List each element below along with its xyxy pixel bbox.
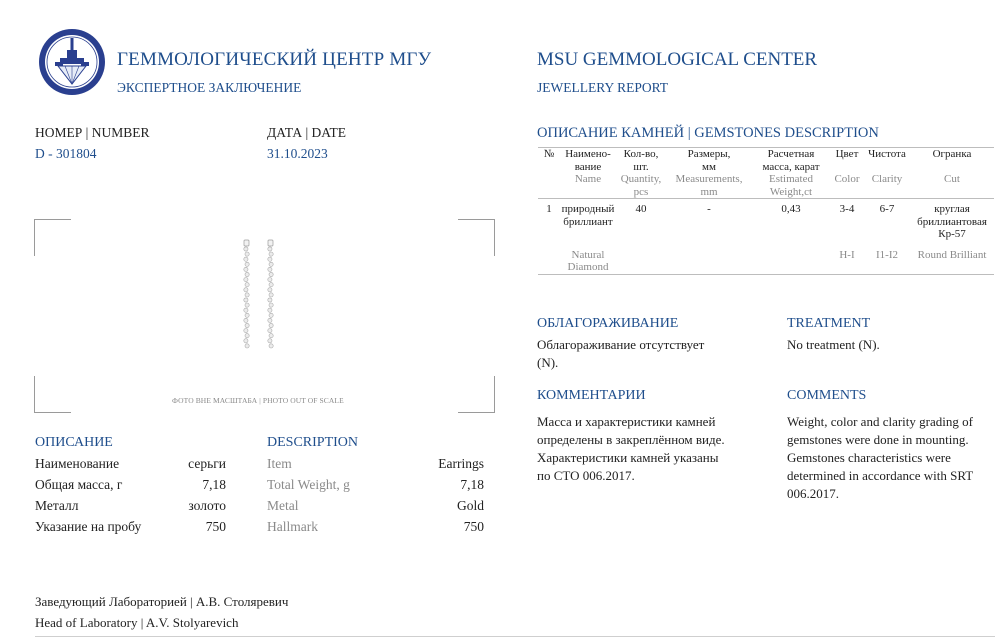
photo-caption: ФОТО ВНЕ МАСШТАБА | PHOTO OUT OF SCALE (172, 396, 344, 405)
date-label: ДАТА | DATE (267, 125, 347, 140)
earring-stone (245, 283, 249, 287)
desc-en-label: Hallmark (267, 519, 318, 534)
earring-stone (268, 339, 272, 343)
desc-ru-label: Наименование (35, 456, 120, 471)
gems-cell: 40 (635, 203, 647, 215)
frame-corner-bottom-right (458, 376, 495, 413)
title-en: MSU GEMMOLOGICAL CENTER (537, 49, 818, 70)
gems-cell: 6-7 (879, 203, 895, 215)
treatment-title-en: TREATMENT (787, 316, 871, 331)
desc-ru-value: 750 (205, 519, 226, 534)
earring-stone (244, 318, 248, 322)
gems-cell (666, 241, 752, 275)
earring-stone (269, 293, 273, 297)
desc-en-label: Total Weight, g (267, 477, 350, 492)
gems-cell: 3-4 (839, 203, 855, 215)
gems-header-cell: Quantity, pcs (616, 173, 666, 199)
gems-cell: - (707, 203, 711, 215)
desc-ru-value: золото (188, 498, 226, 513)
gems-cell: Natural Diamond (560, 241, 616, 275)
earring-stone (245, 313, 249, 317)
gems-header-cell: Name (560, 173, 616, 199)
gems-header-cell: Размеры, мм (666, 148, 752, 174)
earring-stone (269, 323, 273, 327)
gems-header-cell: Расчетная масса, карат (752, 148, 830, 174)
earring-stone (268, 298, 272, 302)
earring-stone (268, 257, 272, 261)
gems-header-cell: Наимено- вание (560, 148, 616, 174)
gems-header-cell: Cut (910, 173, 994, 199)
frame-corner-top-left (34, 219, 71, 256)
gems-header-cell: Чистота (864, 148, 910, 174)
earring-stone (244, 267, 248, 271)
comments-text-ru: Масса и характеристики камней определены в закреплённом виде. Характеристики камней указаны по СТО 006.2017. (537, 414, 725, 483)
desc-ru-label: Общая масса, г (35, 477, 123, 492)
bottom-divider (35, 636, 995, 637)
number-label: НОМЕР | NUMBER (35, 125, 150, 140)
gems-row-ru (538, 199, 994, 241)
date-value: 31.10.2023 (267, 146, 328, 161)
desc-en-value: Gold (457, 498, 484, 513)
gemstones-table (538, 147, 994, 275)
gems-cell (616, 241, 666, 275)
gems-header-cell: Estimated Weight,ct (752, 173, 830, 199)
earring-stone (245, 303, 249, 307)
title-ru: ГЕММОЛОГИЧЕСКИЙ ЦЕНТР МГУ (117, 49, 432, 70)
gems-row-en (538, 241, 994, 275)
desc-ru-value: серьги (188, 456, 226, 471)
gems-header-cell: Огранка (910, 148, 994, 174)
earring-stone (244, 329, 248, 333)
earring-stone (244, 339, 248, 343)
gems-cell (538, 241, 560, 275)
earring-stone (269, 334, 273, 338)
gemstones-title: ОПИСАНИЕ КАМНЕЙ | GEMSTONES DESCRIPTION (537, 125, 879, 141)
earrings-photo (236, 236, 284, 354)
earring-stone (245, 252, 249, 256)
earring-stone (244, 298, 248, 302)
earring-stone (268, 308, 272, 312)
frame-corner-top-right (458, 219, 495, 256)
comments-text-en: Weight, color and clarity grading of gemstones were done in mounting. Gemstones characteristics were determined in accordance with SRT 006.2017. (787, 414, 974, 501)
gems-header-ru (538, 148, 994, 174)
earring-stone (244, 247, 248, 251)
earring-stone (245, 344, 249, 348)
earring-stone (269, 272, 273, 276)
gems-cell: природный бриллиант (561, 203, 615, 228)
comments-title-ru: КОММЕНТАРИИ (537, 388, 646, 403)
earring-stone (268, 318, 272, 322)
signature-en: Head of Laboratory | A.V. Stolyarevich (35, 615, 239, 630)
desc-en-value: 7,18 (460, 477, 484, 492)
desc-ru-value: 7,18 (202, 477, 226, 492)
earring-stone (244, 288, 248, 292)
gems-cell: H-I (830, 241, 864, 275)
gems-header-cell: Цвет (830, 148, 864, 174)
treatment-text-en: No treatment (N). (787, 337, 880, 352)
gems-cell: 0,43 (781, 203, 801, 215)
desc-en-label: Metal (267, 498, 299, 513)
earring-stone (245, 334, 249, 338)
comments-title-en: COMMENTS (787, 388, 867, 403)
description-en-title: DESCRIPTION (267, 435, 359, 450)
description-ru-title: ОПИСАНИЕ (35, 435, 113, 450)
earring-stone (269, 252, 273, 256)
signature-ru: Заведующий Лабораторией | А.В. Столяревич (35, 594, 289, 609)
earring-stone (245, 272, 249, 276)
earring-stone (268, 329, 272, 333)
earring-stone (268, 278, 272, 282)
gems-header-cell: Color (830, 173, 864, 199)
desc-en-value: 750 (463, 519, 484, 534)
gems-header-cell: Clarity (864, 173, 910, 199)
treatment-text-ru: Облагораживание отсутствует (N). (537, 337, 705, 370)
earring-stone (245, 262, 249, 266)
frame-corner-bottom-left (34, 376, 71, 413)
earring-stone (245, 293, 249, 297)
gems-header-cell: Measurements, mm (666, 173, 752, 199)
earring-stone (269, 313, 273, 317)
gems-cell (752, 241, 830, 275)
msu-logo-icon (38, 28, 106, 96)
gems-cell: I1-I2 (864, 241, 910, 275)
desc-ru-label: Указание на пробу (35, 519, 142, 534)
earring-stone (268, 247, 272, 251)
earring-stone (269, 344, 273, 348)
gems-header-cell: № (538, 148, 560, 174)
desc-en-label: Item (267, 456, 292, 471)
desc-en-value: Earrings (438, 456, 484, 471)
gems-cell: Round Brilliant (910, 241, 994, 275)
gems-header-cell: Кол-во, шт. (616, 148, 666, 174)
gems-header-en (538, 173, 994, 199)
earring-stone (268, 267, 272, 271)
earring-stone (245, 323, 249, 327)
earring-stone (269, 283, 273, 287)
gems-cell: 1 (546, 203, 552, 215)
desc-ru-label: Металл (35, 498, 79, 513)
earring-stone (269, 303, 273, 307)
gems-header-cell (538, 173, 560, 199)
earring-stone (244, 278, 248, 282)
number-value: D - 301804 (35, 146, 97, 161)
earring-stone (244, 308, 248, 312)
subtitle-en: JEWELLERY REPORT (537, 80, 669, 95)
treatment-title-ru: ОБЛАГОРАЖИВАНИЕ (537, 316, 679, 331)
earring-stone (244, 257, 248, 261)
earring-stone (268, 288, 272, 292)
earring-stone (269, 262, 273, 266)
subtitle-ru: ЭКСПЕРТНОЕ ЗАКЛЮЧЕНИЕ (117, 80, 302, 95)
gems-cell: круглая бриллиантовая Кр-57 (917, 203, 987, 240)
